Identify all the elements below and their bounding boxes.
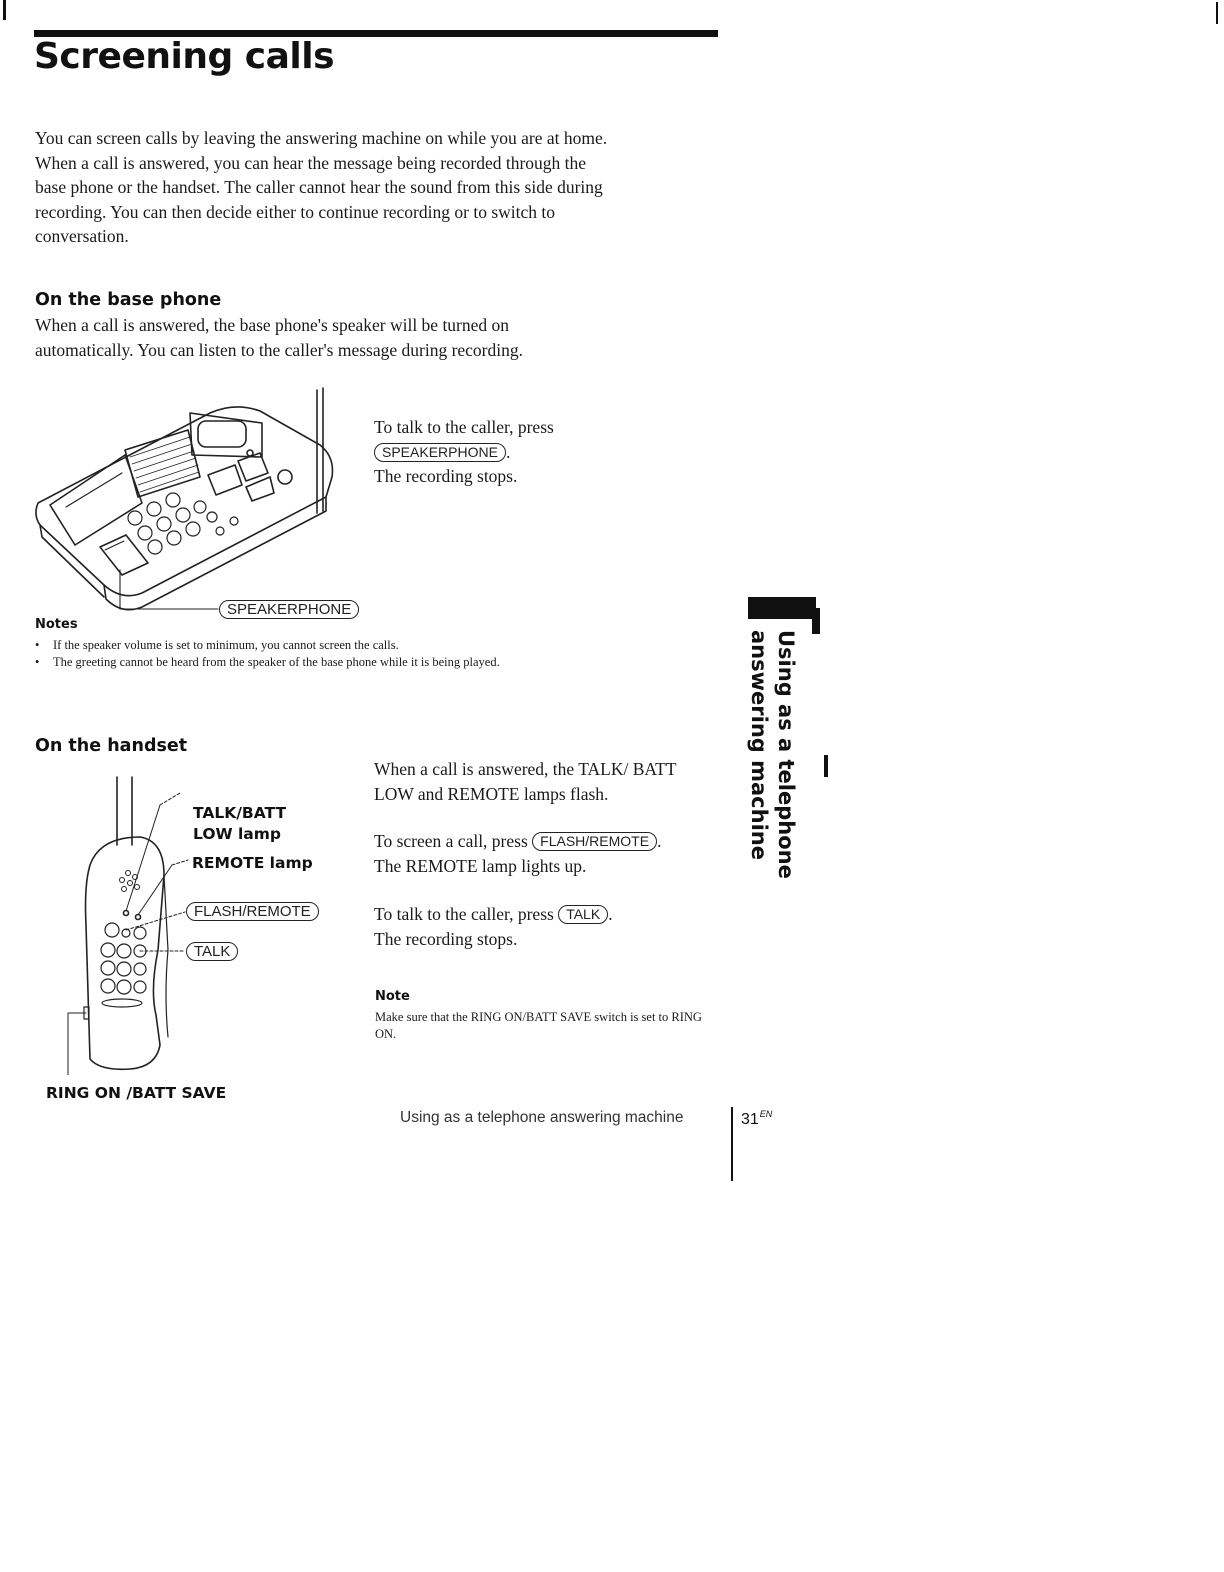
flash-remote-leader xyxy=(126,912,185,930)
talk-batt-label-line1: TALK/BATT xyxy=(193,804,287,822)
step2-result: The REMOTE lamp lights up. xyxy=(374,855,587,876)
base-phone-illustration xyxy=(30,385,390,625)
page-number xyxy=(741,1109,772,1129)
flash-remote-callout: FLASH/REMOTE xyxy=(186,902,319,921)
intro-paragraph: You can screen calls by leaving the answering machine on while you are at home. When a call is answered, you can hear the message being recorded through the base phone or the handset. The caller cannot hear the sound from this side during recording. You can then decide either to continue recording or to switch to conversation. xyxy=(35,128,608,246)
step2-suffix: . xyxy=(657,831,662,851)
page-number-suffix: EN xyxy=(759,1109,773,1119)
handset-step2 xyxy=(374,829,719,878)
handset-step1: When a call is answered, the TALK/ BATT LOW and REMOTE lamps flash. xyxy=(374,759,677,804)
base-phone-heading: On the base phone xyxy=(35,290,222,310)
handset-body xyxy=(86,837,165,1069)
talk-batt-leader xyxy=(126,805,160,911)
base-instruction xyxy=(374,415,614,464)
function-button xyxy=(208,465,242,495)
note-item: • The greeting cannot be heard from the speaker of the base phone while it is being played. xyxy=(35,654,575,671)
talk-key: TALK xyxy=(558,905,608,924)
handset-illustration xyxy=(60,775,195,1075)
handset-note-text: Make sure that the RING ON/BATT SAVE switch is set to RING ON. xyxy=(375,1010,702,1041)
instruction-prefix: To talk to the caller, press xyxy=(374,417,554,437)
crop-mark xyxy=(1216,2,1218,24)
section-tab-marker xyxy=(748,597,816,619)
handset-note-heading: Note xyxy=(375,989,410,1004)
function-button xyxy=(246,477,274,501)
step3-suffix: . xyxy=(608,904,613,924)
earpiece xyxy=(120,871,140,892)
remote-leader xyxy=(138,865,172,915)
speakerphone-callout: SPEAKERPHONE xyxy=(219,600,359,619)
note-item: • If the speaker volume is set to minimum, you cannot screen the calls. xyxy=(35,637,575,654)
keypad xyxy=(101,923,146,1007)
flash-remote-key: FLASH/REMOTE xyxy=(532,832,657,851)
cassette-door xyxy=(198,421,246,447)
cradle xyxy=(50,455,142,545)
step3-prefix: To talk to the caller, press xyxy=(374,904,554,924)
side-mark xyxy=(824,755,828,777)
page-title: Screening calls xyxy=(34,36,334,77)
section-tab-marker xyxy=(812,608,820,634)
footer-divider xyxy=(731,1107,733,1181)
keypad xyxy=(128,493,238,554)
base-body-edge xyxy=(40,525,104,597)
handset-heading: On the handset xyxy=(35,736,188,756)
page-number-value: 31 xyxy=(741,1111,759,1128)
ring-switch-leader xyxy=(68,1013,86,1075)
notes-list xyxy=(35,637,575,671)
talk-batt-label-line2: LOW lamp xyxy=(193,825,282,843)
base-body-outline xyxy=(36,407,333,596)
remote-lamp-label: REMOTE lamp xyxy=(192,854,313,872)
handset-step3 xyxy=(374,902,719,951)
section-side-tab: Using as a telephone answering machine xyxy=(747,630,798,879)
speakerphone-key: SPEAKERPHONE xyxy=(374,443,506,462)
instruction-suffix: . xyxy=(505,441,511,462)
footer-section-title: Using as a telephone answering machine xyxy=(400,1109,684,1126)
step3-result: The recording stops. xyxy=(374,928,518,949)
talk-callout: TALK xyxy=(186,942,238,961)
base-phone-text: When a call is answered, the base phone's speaker will be turned on automatically. You can listen to the caller's message during recording. xyxy=(35,315,524,360)
crop-mark xyxy=(3,0,6,20)
talk-batt-label xyxy=(193,803,286,845)
step2-prefix: To screen a call, press xyxy=(374,831,528,851)
ring-switch-label: RING ON /BATT SAVE xyxy=(46,1084,227,1102)
notes-heading: Notes xyxy=(35,617,78,632)
base-result: The recording stops. xyxy=(374,466,518,486)
